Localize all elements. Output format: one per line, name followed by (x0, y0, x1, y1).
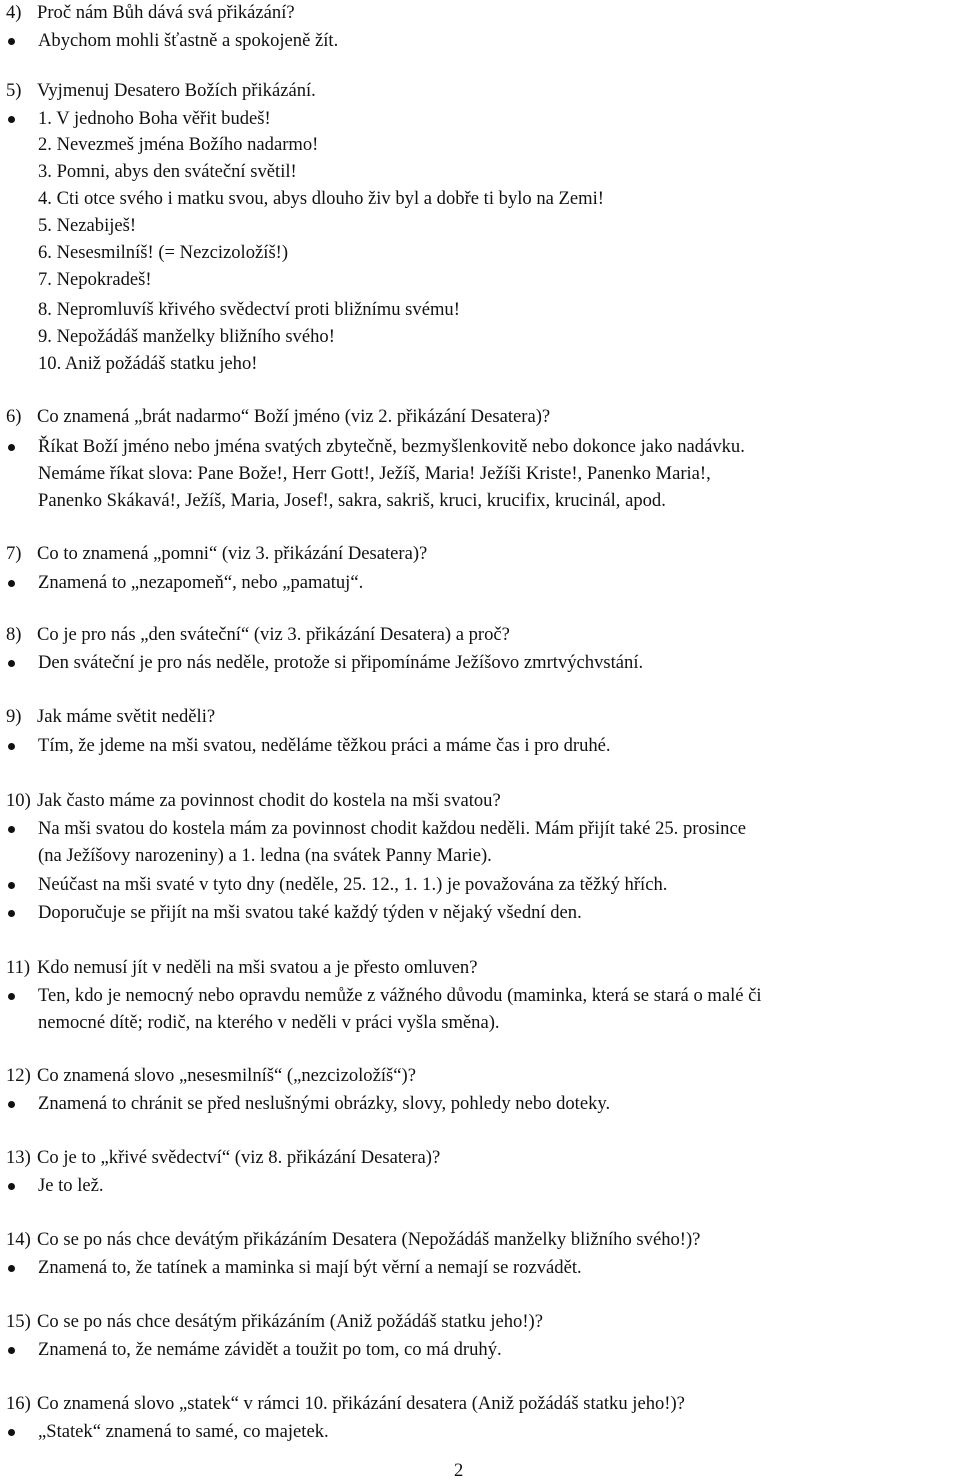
answer-continuation: (na Ježíšovy narozeniny) a 1. ledna (na svátek Panny Marie). (38, 845, 492, 866)
bullet-icon (8, 993, 15, 1000)
answer-continuation: Panenko Skákavá!, Ježíš, Maria, Josef!, sakra, sakriš, kruci, krucifix, krucinál, apod. (38, 490, 666, 511)
commandment-9: 9. Nepožádáš manželky bližního svého! (38, 326, 335, 347)
question-number: 5) (6, 80, 22, 101)
question-text: Co se po nás chce desátým přikázáním (Aniž požádáš statku jeho!)? (37, 1311, 543, 1332)
commandment-6: 6. Nesesmilníš! (= Nezcizoložíš!) (38, 242, 289, 263)
answer-text: Tím, že jdeme na mši svatou, neděláme těžkou práci a máme čas i pro druhé. (38, 735, 611, 756)
answer-text: Znamená to chránit se před neslušnými obrázky, slovy, pohledy nebo doteky. (38, 1093, 611, 1114)
commandment-3: 3. Pomni, abys den sváteční světil! (38, 161, 297, 182)
bullet-icon (8, 882, 15, 889)
question-number: 14) (6, 1229, 31, 1250)
question-text: Proč nám Bůh dává svá přikázání? (37, 2, 295, 23)
question-number: 11) (6, 957, 31, 978)
page-number: 2 (454, 1460, 464, 1481)
question-number: 16) (6, 1393, 31, 1414)
bullet-icon (8, 826, 15, 833)
question-number: 9) (6, 706, 22, 727)
question-number: 8) (6, 624, 22, 645)
answer-text: Abychom mohli šťastně a spokojeně žít. (38, 30, 339, 51)
bullet-icon (8, 38, 15, 45)
bullet-icon (8, 1347, 15, 1354)
answer-text: Na mši svatou do kostela mám za povinnost chodit každou neděli. Mám přijít také 25. prosince (38, 818, 746, 839)
question-text: Co je to „křivé svědectví“ (viz 8. přikázání Desatera)? (37, 1147, 441, 1168)
question-text: Co znamená slovo „statek“ v rámci 10. přikázání desatera (Aniž požádáš statku jeho!)? (37, 1393, 685, 1414)
commandment-5: 5. Nezabiješ! (38, 215, 137, 236)
commandment-2: 2. Nevezmeš jména Božího nadarmo! (38, 134, 319, 155)
question-text: Jak máme světit neděli? (37, 706, 216, 727)
question-number: 6) (6, 406, 22, 427)
question-number: 15) (6, 1311, 31, 1332)
answer-text: Neúčast na mši svaté v tyto dny (neděle, 25. 12., 1. 1.) je považována za těžký hřích. (38, 874, 668, 895)
question-text: Vyjmenuj Desatero Božích přikázání. (37, 80, 316, 101)
answer-text: Je to lež. (38, 1175, 104, 1196)
answer-continuation: Nemáme říkat slova: Pane Bože!, Herr Gott!, Ježíš, Maria! Ježíši Kriste!, Panenko Maria!, (38, 463, 711, 484)
answer-text: Ten, kdo je nemocný nebo opravdu nemůže z vážného důvodu (maminka, která se stará o malé či (38, 985, 762, 1006)
question-text: Jak často máme za povinnost chodit do kostela na mši svatou? (37, 790, 501, 811)
commandment-4: 4. Cti otce svého i matku svou, abys dlouho živ byl a dobře ti bylo na Zemi! (38, 188, 604, 209)
answer-text: Znamená to „nezapomeň“, nebo „pamatuj“. (38, 572, 364, 593)
answer-text: Doporučuje se přijít na mši svatou také každý týden v nějaký všední den. (38, 902, 582, 923)
commandment-1: 1. V jednoho Boha věřit budeš! (38, 108, 271, 129)
bullet-icon (8, 743, 15, 750)
bullet-icon (8, 1183, 15, 1190)
question-text: Co znamená „brát nadarmo“ Boží jméno (viz 2. přikázání Desatera)? (37, 406, 551, 427)
question-number: 10) (6, 790, 31, 811)
bullet-icon (8, 660, 15, 667)
question-number: 4) (6, 2, 22, 23)
bullet-icon (8, 580, 15, 587)
answer-continuation: nemocné dítě; rodič, na kterého v neděli v práci vyšla směna). (38, 1012, 500, 1033)
question-text: Co se po nás chce devátým přikázáním Desatera (Nepožádáš manželky bližního svého!)? (37, 1229, 701, 1250)
bullet-icon (8, 1101, 15, 1108)
question-number: 12) (6, 1065, 31, 1086)
answer-text: Znamená to, že tatínek a maminka si mají být věrní a nemají se rozvádět. (38, 1257, 582, 1278)
commandment-10: 10. Aniž požádáš statku jeho! (38, 353, 258, 374)
bullet-icon (8, 910, 15, 917)
answer-text: Den sváteční je pro nás neděle, protože si připomínáme Ježíšovo zmrtvýchvstání. (38, 652, 644, 673)
question-text: Co to znamená „pomni“ (viz 3. přikázání Desatera)? (37, 543, 428, 564)
answer-text: Říkat Boží jméno nebo jména svatých zbytečně, bezmyšlenkovitě nebo dokonce jako nadávku. (38, 436, 745, 457)
question-number: 7) (6, 543, 22, 564)
commandment-8: 8. Nepromluvíš křivého svědectví proti bližnímu svému! (38, 299, 460, 320)
question-text: Co je pro nás „den sváteční“ (viz 3. přikázání Desatera) a proč? (37, 624, 510, 645)
answer-text: Znamená to, že nemáme závidět a toužit po tom, co má druhý. (38, 1339, 502, 1360)
question-number: 13) (6, 1147, 31, 1168)
bullet-icon (8, 1429, 15, 1436)
bullet-icon (8, 444, 15, 451)
answer-text: „Statek“ znamená to samé, co majetek. (38, 1421, 329, 1442)
question-text: Co znamená slovo „nesesmilníš“ („nezcizoložíš“)? (37, 1065, 416, 1086)
commandment-7: 7. Nepokradeš! (38, 269, 152, 290)
bullet-icon (8, 1265, 15, 1272)
bullet-icon (8, 116, 15, 123)
question-text: Kdo nemusí jít v neděli na mši svatou a je přesto omluven? (37, 957, 478, 978)
